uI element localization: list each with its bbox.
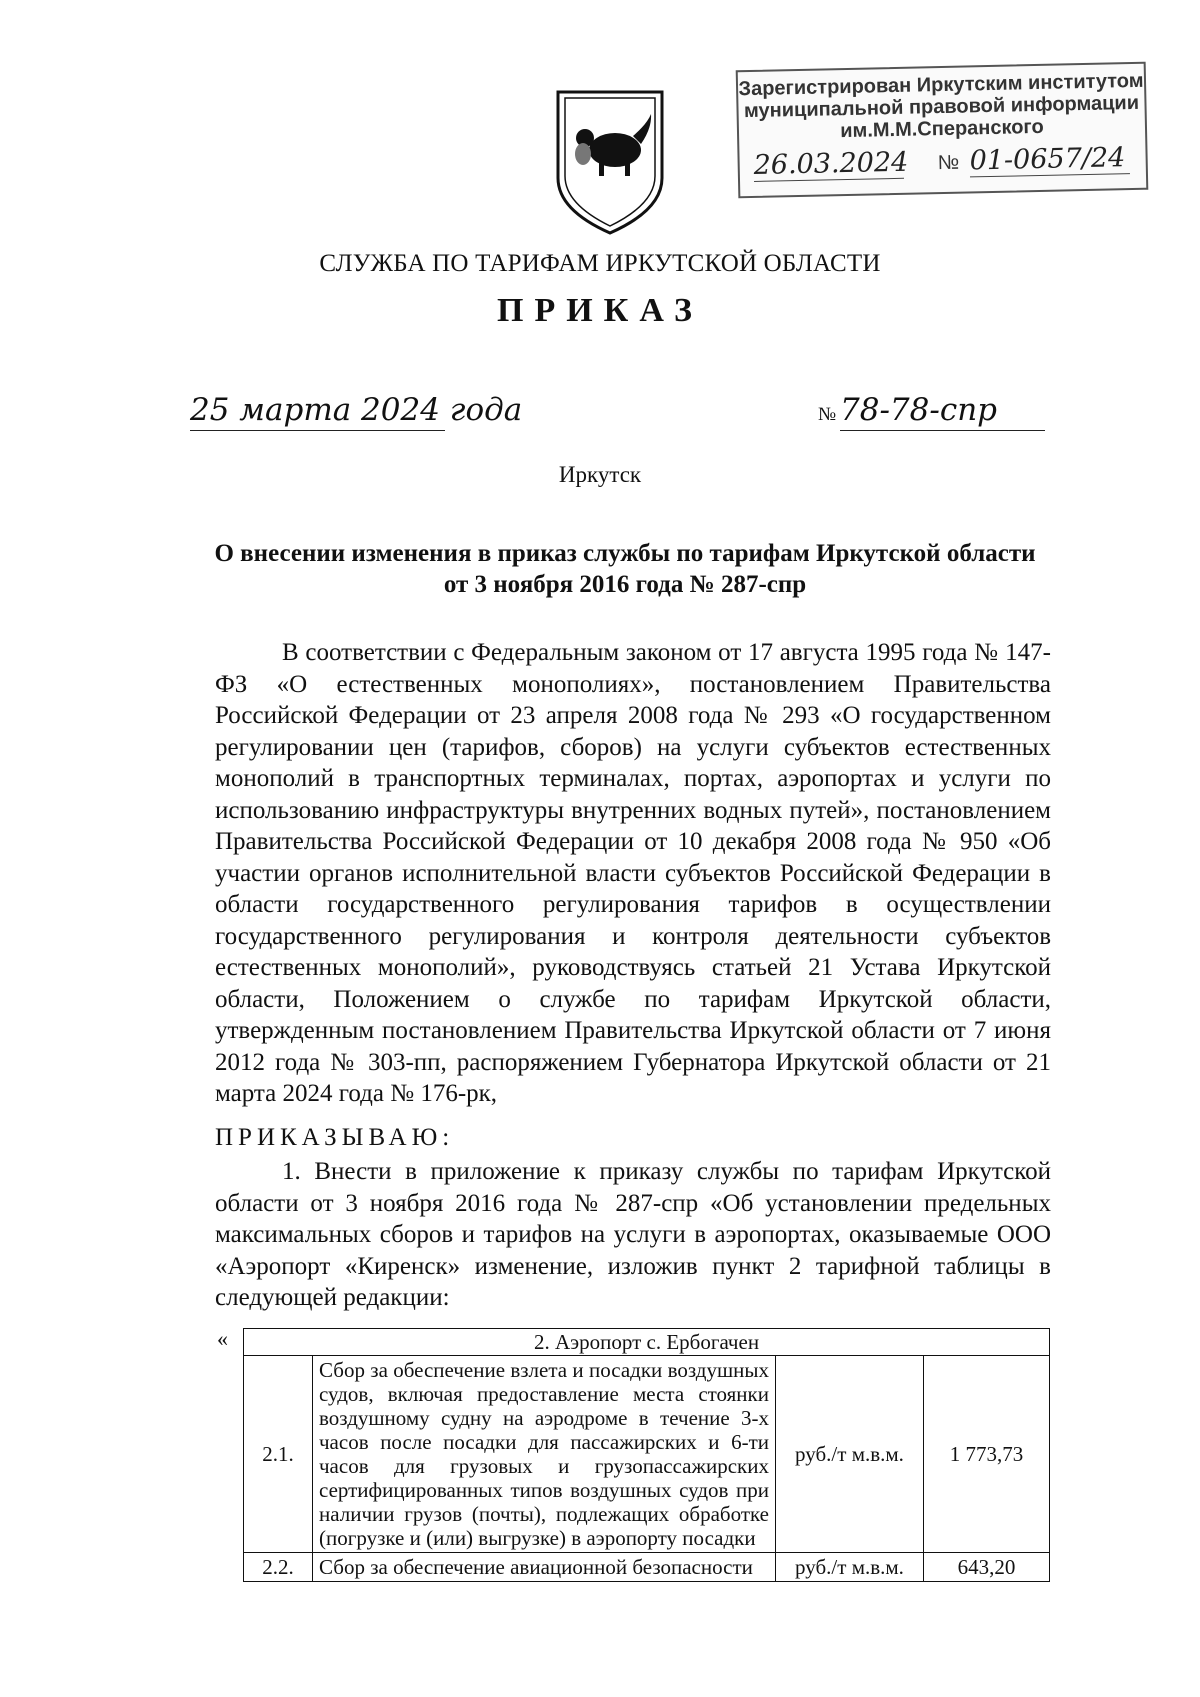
stamp-number: 01-0657/24 bbox=[969, 142, 1130, 177]
fee-value: 643,20 bbox=[924, 1553, 1050, 1582]
city: Иркутск bbox=[558, 462, 642, 487]
order-directive-word: ПРИКАЗЫВАЮ: bbox=[215, 1124, 455, 1151]
stamp-date: 26.03.2024 bbox=[753, 146, 909, 181]
order-number-label: № bbox=[818, 404, 837, 425]
preamble-paragraph: В соответствии с Федеральным законом от 17 августа 1995 года № 147-ФЗ «О естественных монополиях», постановлением Правительства Российской Федерации от 23 апреля 2008 года № 293 «О государственном регулировании цен (тарифов, сборов) на услуги субъектов естественных монополий в транспортных терминалах, портах, аэропортах и услуги по использованию инфраструктуры внутренних водных путей», постановлением Правительства Российской Федерации от 10 декабря 2008 года № 950 «Об участии органов исполнительной власти субъектов Российской Федерации в области государственного регулирования тарифов в осуществлении государственного регулирования и контроля деятельности субъектов естественных монополий», руководствуясь статьей 21 Устава Иркутской области, Положением о службе по тарифам Иркутской области, утвержденным постановлением Правительства Иркутской области от 7 июня 2012 года № 303-пп, распоряжением Губернатора Иркутской области от 21 марта 2024 года № 176-рк, bbox=[215, 639, 1051, 1107]
table-header-row bbox=[244, 1329, 1050, 1356]
registration-stamp bbox=[736, 62, 1149, 199]
order-title: ПРИКАЗ bbox=[497, 292, 703, 329]
tariff-table bbox=[243, 1328, 1050, 1582]
stamp-line-3: им.М.М.Сперанского bbox=[840, 115, 1044, 143]
item-1-paragraph: 1. Внести в приложение к приказу службы по тарифам Иркутской области от 3 ноября 2016 года № 287-спр «Об установлении предельных максимальных сборов и тарифов на услуги в аэропортах, оказываемые ООО «Аэропорт «Киренск» изменение, изложив пункт 2 тарифной таблицы в следующей редакции: bbox=[215, 1158, 1051, 1311]
stamp-number-label: № bbox=[937, 151, 960, 175]
fee-value: 1 773,73 bbox=[924, 1356, 1050, 1553]
order-number: 78-78-спр bbox=[840, 392, 1045, 431]
table-row bbox=[244, 1553, 1050, 1582]
row-number: 2.2. bbox=[244, 1553, 313, 1582]
agency-name: СЛУЖБА ПО ТАРИФАМ ИРКУТСКОЙ ОБЛАСТИ bbox=[319, 250, 881, 277]
coat-of-arms-emblem bbox=[555, 88, 665, 236]
table-row bbox=[244, 1356, 1050, 1553]
table-header-airport: 2. Аэропорт с. Ербогачен bbox=[244, 1329, 1050, 1356]
order-date: 25 марта 2024 года bbox=[190, 392, 445, 431]
fee-name: Сбор за обеспечение авиационной безопасности bbox=[313, 1553, 776, 1582]
fee-unit: руб./т м.в.м. bbox=[776, 1356, 924, 1553]
fee-unit: руб./т м.в.м. bbox=[776, 1553, 924, 1582]
fee-name: Сбор за обеспечение взлета и посадки воздушных судов, включая предоставление места стоянки воздушному судну на аэродроме в течение 3-х часов после посадки для пассажирских и 6-ти часов для грузовых и грузопассажирских сертифицированных типов воздушных судов при наличии грузов (почты), подлежащих обработке (погрузке и (или) выгрузке) в аэропорту посадки bbox=[313, 1356, 776, 1553]
row-number: 2.1. bbox=[244, 1356, 313, 1553]
table-opening-quote: « bbox=[217, 1326, 228, 1351]
stamp-line-2: муниципальной правовой информации bbox=[743, 91, 1140, 123]
stamp-line-1: Зарегистрирован Иркутским институтом bbox=[738, 69, 1144, 101]
order-subject: О внесении изменения в приказ службы по тарифам Иркутской области от 3 ноября 2016 года № 287-спр bbox=[214, 540, 1036, 598]
